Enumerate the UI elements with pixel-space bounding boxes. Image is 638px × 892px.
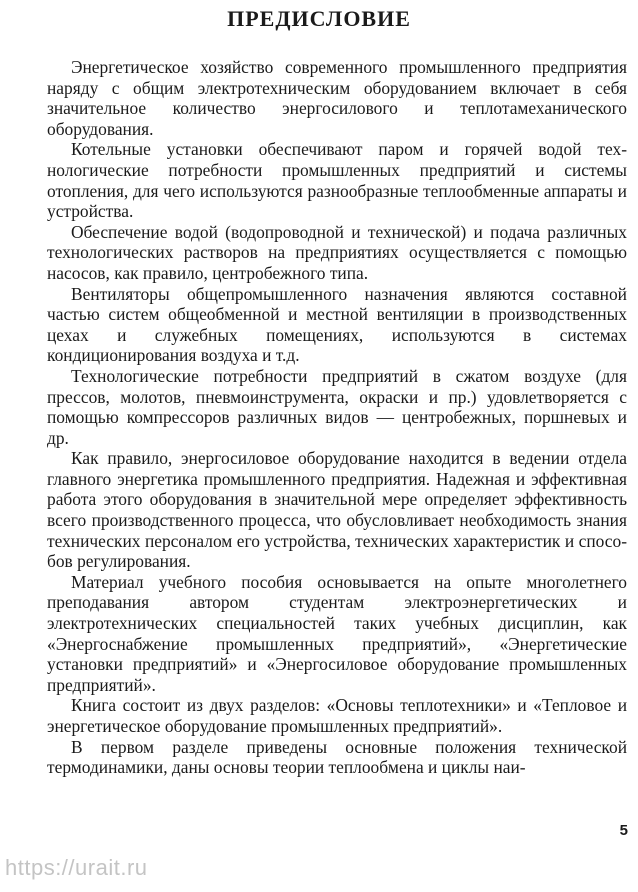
paragraph: Вентиляторы общепромышленного назначения являются составной частью систем общеобменной и местной вентиляции в производственных цехах и служебных помещениях, используются в системах кондиционирования воздуха и т.д. bbox=[47, 283, 627, 366]
paragraph: Котельные установки обеспечивают паром и горячей водой технологические потребности промышленных предприятий и системы отопления, для чего используются разнообразные теплообменные аппараты и устройства. bbox=[47, 139, 627, 222]
page-number: 5 bbox=[619, 822, 628, 839]
paragraph: Как правило, энергосиловое оборудование находится в ведении отдела главного энергетика промышленного предприятия. Надежная и эффективная работа этого оборудования в значительной мере определяет эффективность всего производственного процесса, что обусловливает необходимость знания технических персоналом его устройства, технических характеристик и способов регулирования. bbox=[47, 448, 627, 572]
paragraph: Обеспечение водой (водопроводной и технической) и подача различных технологических растворов на предприятиях осуществляется с помощью насосов, как правило, центробежного типа. bbox=[47, 221, 627, 283]
paragraph: Материал учебного пособия основывается на опыте многолетнего преподавания автором студентам электроэнергетических и электротехнических специальностей таких учебных дисциплин, как «Энергоснабжение промышленных предприятий», «Энергетические установки предприятий» и «Энергосиловое оборудование промышленных предприятий». bbox=[47, 571, 627, 695]
page-title: ПРЕДИСЛОВИЕ bbox=[227, 6, 411, 31]
body-text bbox=[47, 57, 627, 778]
paragraph: Энергетическое хозяйство современного промышленного предприятия наряду с общим электротехническим оборудованием включает в себя значительное количество энергосилового и теплотамеханического оборудования. bbox=[47, 57, 627, 139]
paragraph: Книга состоит из двух разделов: «Основы теплотехники» и «Тепловое и энергетическое оборудование промышленных предприятий». bbox=[47, 695, 627, 736]
watermark-url: https://urait.ru bbox=[5, 855, 148, 880]
paragraph: В первом разделе приведены основные положения технической термодинамики, даны основы теории теплообмена и циклы наи- bbox=[47, 736, 627, 778]
paragraph: Технологические потребности предприятий в сжатом воздухе (для прессов, молотов, пневмоинструмента, окраски и пр.) удовлетворяется с помощью компрессоров различных видов — центробежных, поршневых и др. bbox=[47, 365, 627, 448]
